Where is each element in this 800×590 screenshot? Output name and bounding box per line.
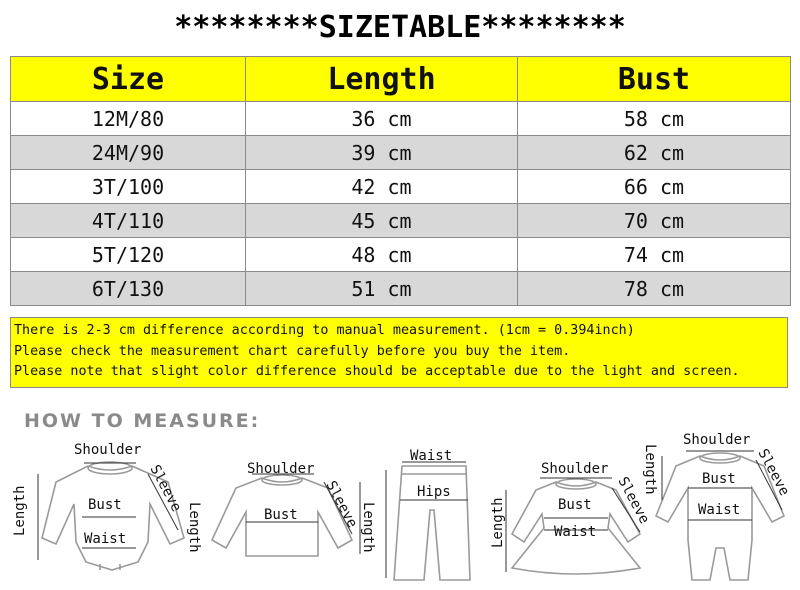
bust-cell: 66 cm [518, 170, 791, 204]
bodysuit-waist-label: Waist [84, 531, 127, 547]
size-cell: 12M/80 [11, 102, 246, 136]
table-row [11, 204, 791, 238]
notes-box [10, 317, 788, 388]
dress-length-label: Length [490, 497, 506, 548]
page-title: ********SIZETABLE******** [174, 10, 626, 45]
length-cell: 42 cm [246, 170, 518, 204]
bodysuit-length-label: Length [12, 485, 28, 536]
pants-length-label: Length [360, 502, 376, 553]
note-line: Please check the measurement chart carefully before you buy the item. [14, 343, 571, 359]
bust-cell: 58 cm [518, 102, 791, 136]
table-row [11, 272, 791, 306]
bust-cell: 74 cm [518, 238, 791, 272]
header-size: Size [11, 57, 246, 102]
length-cell: 39 cm [246, 136, 518, 170]
bust-cell: 78 cm [518, 272, 791, 306]
tee-diagram [186, 461, 360, 556]
table-row [11, 136, 791, 170]
romper-sleeve-label: Sleeve [754, 446, 793, 499]
bust-cell: 70 cm [518, 204, 791, 238]
romper-diagram [642, 432, 792, 580]
table-row [11, 102, 791, 136]
dress-shoulder-label: Shoulder [541, 461, 609, 477]
tee-shoulder-label: Shoulder [247, 461, 315, 477]
pants-diagram [360, 448, 470, 580]
dress-sleeve-label: Sleeve [614, 474, 653, 527]
note-line: There is 2-3 cm difference according to manual measurement. (1cm = 0.394inch) [14, 323, 635, 338]
romper-bust-label: Bust [702, 471, 736, 487]
tee-bust-label: Bust [264, 507, 298, 523]
size-cell: 5T/120 [11, 238, 246, 272]
size-cell: 24M/90 [11, 136, 246, 170]
bodysuit-diagram [12, 442, 184, 570]
bodysuit-bust-label: Bust [88, 497, 122, 513]
romper-waist-label: Waist [698, 502, 741, 518]
header-length: Length [246, 57, 518, 102]
size-cell: 4T/110 [11, 204, 246, 238]
length-cell: 36 cm [246, 102, 518, 136]
header-bust: Bust [518, 57, 791, 102]
length-cell: 48 cm [246, 238, 518, 272]
bodysuit-shoulder-label: Shoulder [74, 442, 142, 458]
how-to-measure-heading: HOW TO MEASURE: [24, 410, 261, 432]
size-cell: 3T/100 [11, 170, 246, 204]
bust-cell: 62 cm [518, 136, 791, 170]
measurement-diagrams [0, 430, 800, 590]
size-cell: 6T/130 [11, 272, 246, 306]
pants-waist-label: Waist [410, 448, 453, 464]
note-line: Please note that slight color difference should be acceptable due to the light and screen. [14, 364, 740, 379]
table-row [11, 170, 791, 204]
dress-diagram [490, 461, 652, 574]
romper-shoulder-label: Shoulder [683, 432, 751, 448]
table-header-row [11, 57, 791, 102]
dress-bust-label: Bust [558, 497, 592, 513]
length-cell: 51 cm [246, 272, 518, 306]
length-cell: 45 cm [246, 204, 518, 238]
tee-sleeve-label: Sleeve [322, 478, 361, 531]
table-row [11, 238, 791, 272]
romper-length-label: Length [642, 444, 658, 495]
pants-hips-label: Hips [417, 484, 451, 500]
size-table [10, 56, 791, 306]
bodysuit-sleeve-label: Sleeve [146, 462, 185, 515]
dress-waist-label: Waist [554, 524, 597, 540]
tee-length-label: Length [186, 502, 202, 553]
